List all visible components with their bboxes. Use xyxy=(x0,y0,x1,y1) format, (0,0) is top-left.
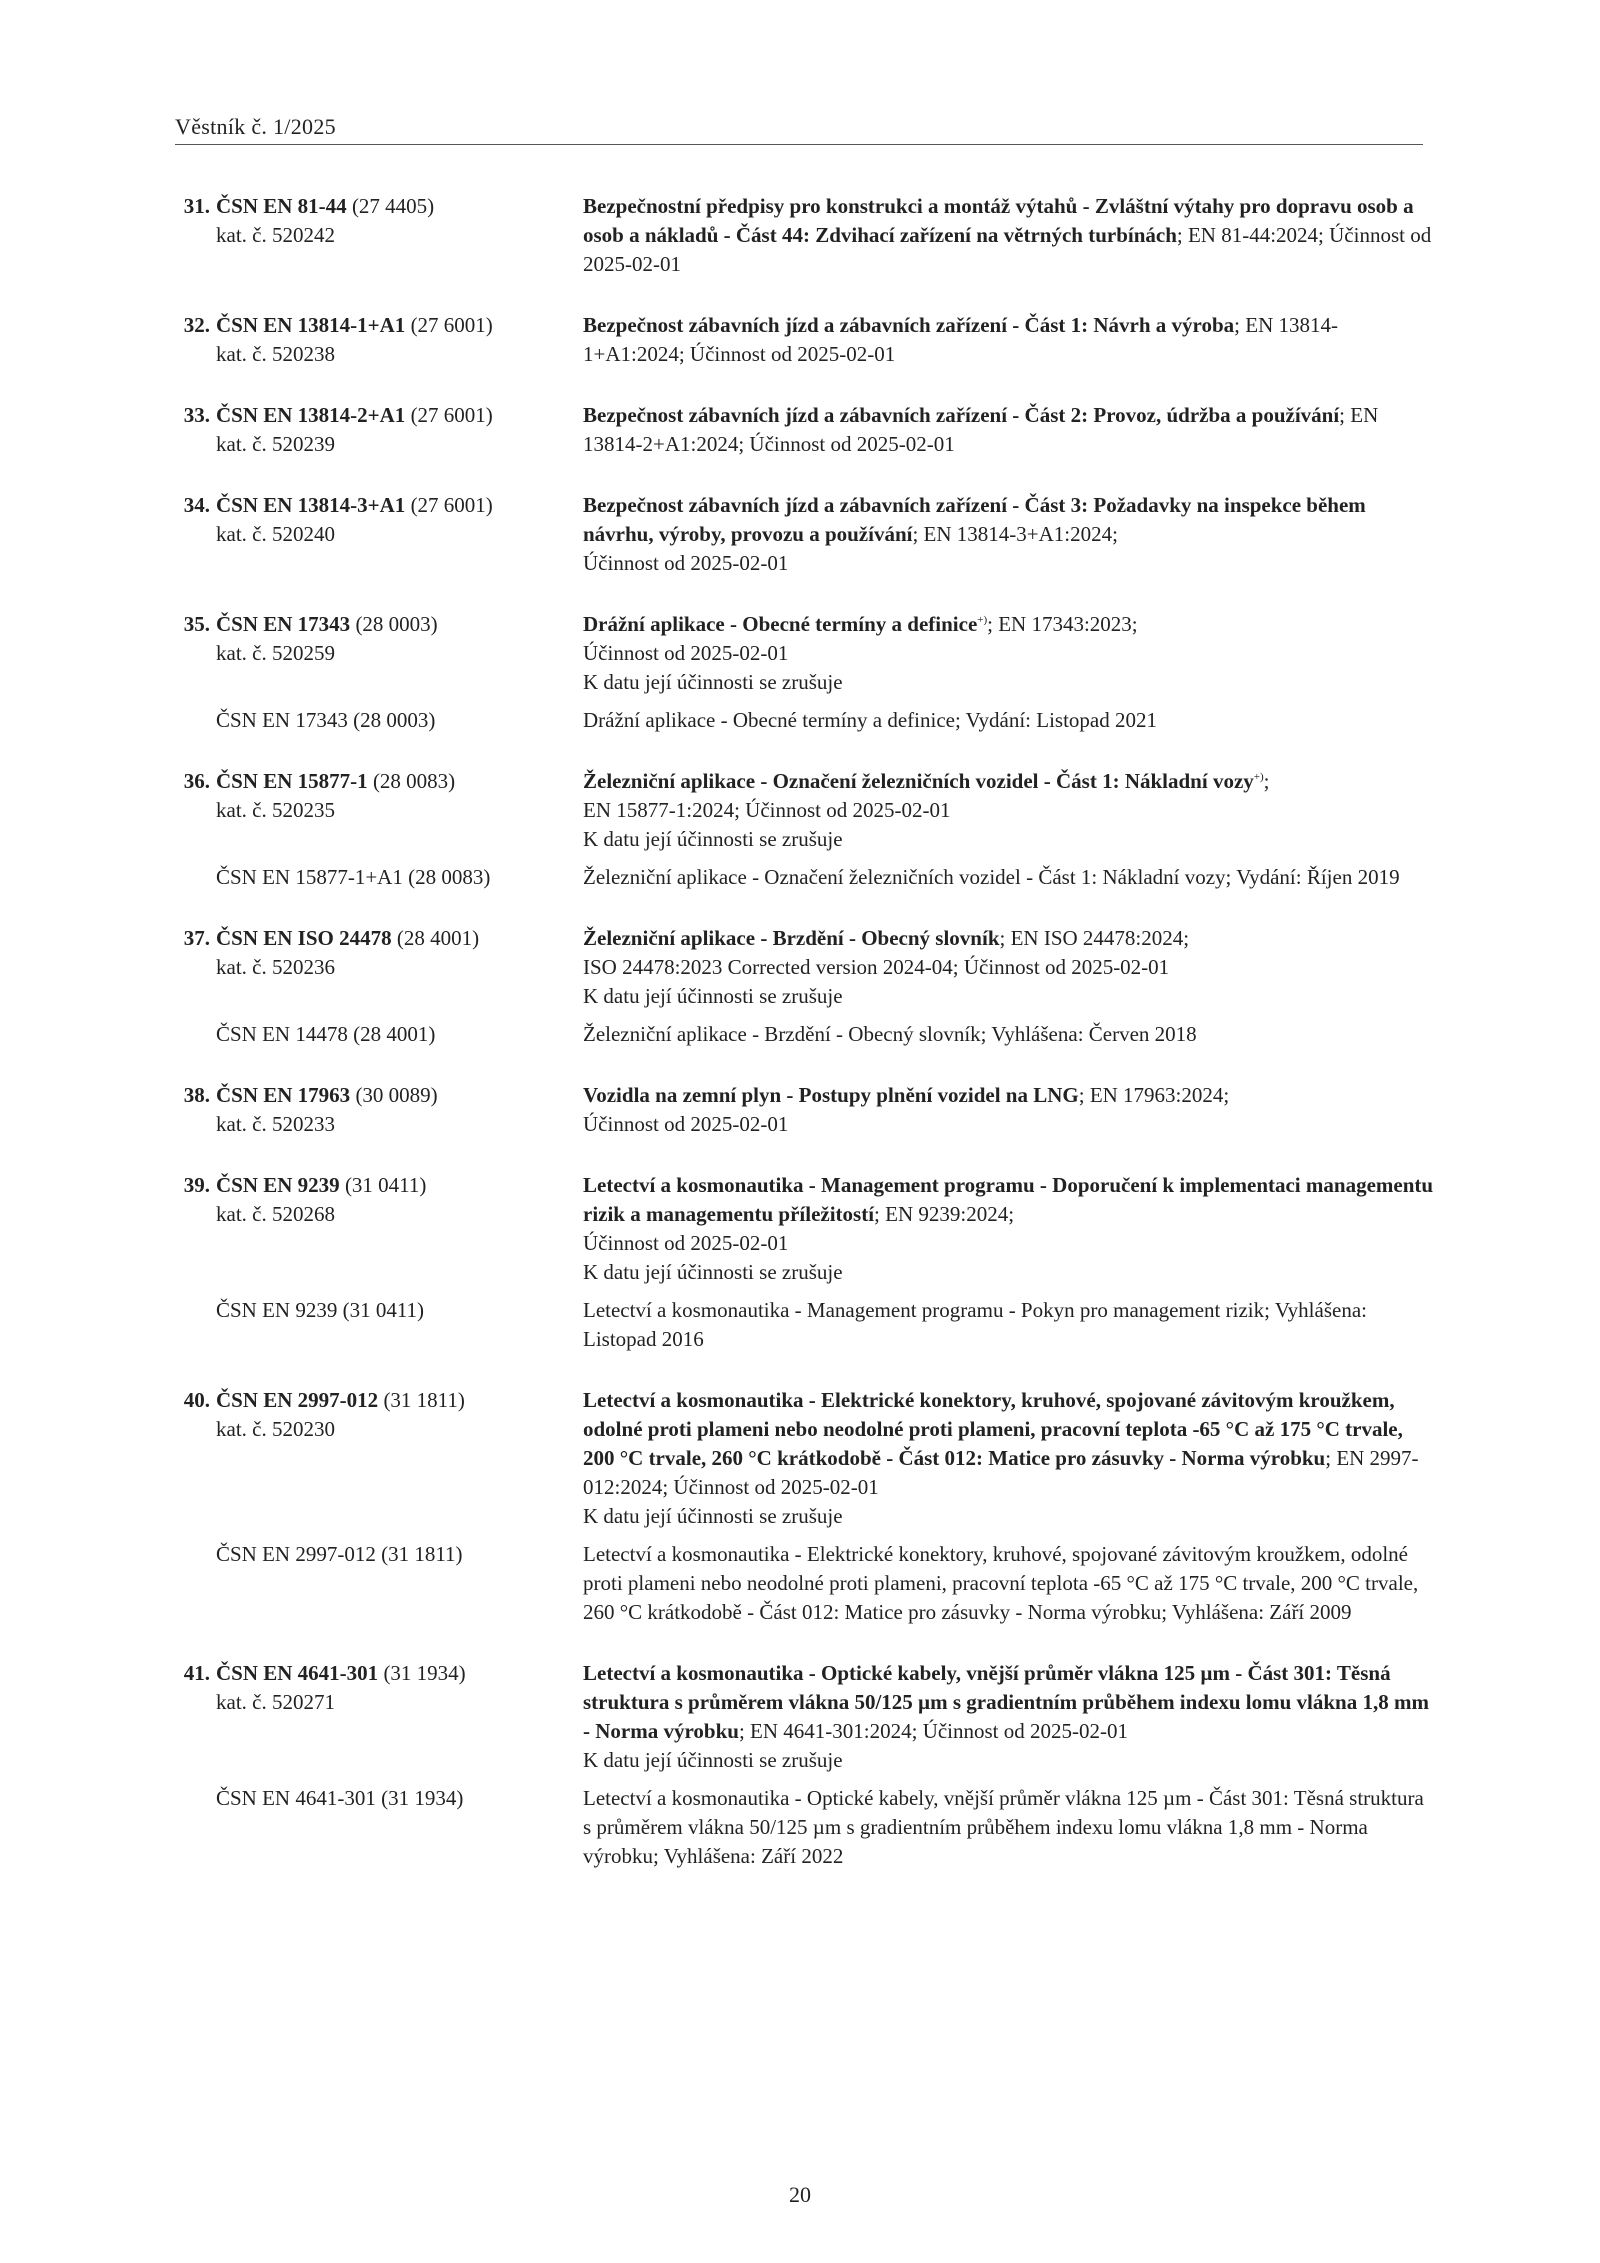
entry-number: 40. xyxy=(183,1388,210,1412)
cancellation-note: K datu její účinnosti se zrušuje xyxy=(583,1748,843,1772)
standard-entry-32 xyxy=(175,311,1437,369)
replaced-standard-code: ČSN EN 14478 (28 4001) xyxy=(216,1022,436,1046)
catalog-number: kat. č. 520235 xyxy=(216,798,335,822)
standard-details: ; EN ISO 24478:2024; xyxy=(999,926,1190,950)
catalog-number: kat. č. 520259 xyxy=(216,641,335,665)
entry-number: 39. xyxy=(183,1173,210,1197)
footnote-marker: +) xyxy=(1253,771,1264,783)
standard-title: Železniční aplikace - Označení železničních vozidel - Část 1: Nákladní vozy xyxy=(583,769,1254,793)
replaced-standard-text: Letectví a kosmonautika - Optické kabely, vnější průměr vlákna 125 µm - Část 301: Těsná struktura s průměrem vlákna 50/125 µm s gradientním průběhem indexu lomu vlákna 1,8 mm - Norma výrobku; Vyhlášena: Září 2022 xyxy=(583,1786,1424,1868)
standard-code: ČSN EN 81-44 xyxy=(216,194,347,218)
classification-code: (31 0411) xyxy=(344,1173,427,1197)
cancellation-note: K datu její účinnosti se zrušuje xyxy=(583,827,843,851)
entry-number: 31. xyxy=(183,194,210,218)
standard-title: Bezpečnost zábavních jízd a zábavních zařízení - Část 2: Provoz, údržba a používání xyxy=(583,403,1340,427)
catalog-number: kat. č. 520271 xyxy=(216,1690,335,1714)
effective-date: Účinnost od 2025-02-01 xyxy=(583,1112,789,1136)
effective-date: EN 15877-1:2024; Účinnost od 2025-02-01 xyxy=(583,798,951,822)
entry-number: 38. xyxy=(183,1083,210,1107)
classification-code: (30 0089) xyxy=(355,1083,438,1107)
standard-details: ; EN 9239:2024; xyxy=(874,1202,1015,1226)
standard-entry-39 xyxy=(175,1171,1437,1354)
standards-list xyxy=(175,192,1437,1903)
standard-entry-31 xyxy=(175,192,1437,279)
standard-title: Vozidla na zemní plyn - Postupy plnění vozidel na LNG xyxy=(583,1083,1079,1107)
standard-code: ČSN EN 13814-3+A1 xyxy=(216,493,406,517)
classification-code: (27 6001) xyxy=(410,493,493,517)
replaced-standard-code: ČSN EN 15877-1+A1 (28 0083) xyxy=(216,865,491,889)
standard-code: ČSN EN 15877-1 xyxy=(216,769,368,793)
effective-date: Účinnost od 2025-02-01 xyxy=(583,551,789,575)
replaced-standard-text: Železniční aplikace - Brzdění - Obecný slovník; Vyhlášena: Červen 2018 xyxy=(583,1022,1197,1046)
cancellation-note: K datu její účinnosti se zrušuje xyxy=(583,670,843,694)
cancellation-note: K datu její účinnosti se zrušuje xyxy=(583,984,843,1008)
classification-code: (27 6001) xyxy=(410,313,493,337)
standard-entry-41 xyxy=(175,1659,1437,1871)
standard-details: ; EN 17963:2024; xyxy=(1078,1083,1230,1107)
standard-title: Bezpečnost zábavních jízd a zábavních zařízení - Část 3: Požadavky na inspekce během návrhu, výroby, provozu a používání xyxy=(583,493,1366,546)
standard-details: ; EN 13814-2+A1:2024; Účinnost od 2025-02-01 xyxy=(583,403,1379,456)
classification-code: (27 6001) xyxy=(410,403,493,427)
effective-date: Účinnost od 2025-02-01 xyxy=(583,1231,789,1255)
standard-entry-36 xyxy=(175,767,1437,892)
standard-entry-33 xyxy=(175,401,1437,459)
standard-title: Železniční aplikace - Brzdění - Obecný slovník xyxy=(583,926,1000,950)
catalog-number: kat. č. 520268 xyxy=(216,1202,335,1226)
classification-code: (27 4405) xyxy=(351,194,435,218)
standard-details: ; EN 17343:2023; xyxy=(987,612,1138,636)
classification-code: (31 1934) xyxy=(383,1661,466,1685)
replaced-standard-code: ČSN EN 4641-301 (31 1934) xyxy=(216,1786,464,1810)
standard-entry-38 xyxy=(175,1081,1437,1139)
entry-number: 35. xyxy=(183,612,210,636)
standard-title: Bezpečnost zábavních jízd a zábavních zařízení - Část 1: Návrh a výroba xyxy=(583,313,1235,337)
page-number: 20 xyxy=(789,2182,811,2207)
catalog-number: kat. č. 520233 xyxy=(216,1112,335,1136)
standard-entry-37 xyxy=(175,924,1437,1049)
standard-code: ČSN EN 17343 xyxy=(216,612,351,636)
catalog-number: kat. č. 520230 xyxy=(216,1417,335,1441)
standard-details: ; EN 13814-1+A1:2024; Účinnost od 2025-02-01 xyxy=(583,313,1338,366)
standard-title: Drážní aplikace - Obecné termíny a definice xyxy=(583,612,978,636)
replaced-standard-text: Letectví a kosmonautika - Management programu - Pokyn pro management rizik; Vyhlášena: Listopad 2016 xyxy=(583,1298,1367,1351)
standard-code: ČSN EN 2997-012 xyxy=(216,1388,379,1412)
classification-code: (31 1811) xyxy=(383,1388,465,1412)
standard-code: ČSN EN 17963 xyxy=(216,1083,351,1107)
catalog-number: kat. č. 520239 xyxy=(216,432,335,456)
replaced-standard-text: Letectví a kosmonautika - Elektrické konektory, kruhové, spojované závitovým kroužkem, odolné proti plameni nebo neodolné proti plameni, pracovní teplota -65 °C až 175 °C trvale, 200 °C trvale, 260 °C krátkodobě - Část 012: Matice pro zásuvky - Norma výrobku; Vyhlášena: Září 2009 xyxy=(583,1542,1419,1624)
standard-title: Bezpečnostní předpisy pro konstrukci a montáž výtahů - Zvláštní výtahy pro dopravu osob a osob a nákladů - Část 44: Zdvihací zařízení na větrných turbínách xyxy=(583,194,1414,247)
standard-entry-40 xyxy=(175,1386,1437,1627)
standard-code: ČSN EN 13814-2+A1 xyxy=(216,403,406,427)
standard-code: ČSN EN 13814-1+A1 xyxy=(216,313,406,337)
standard-details: ; EN 4641-301:2024; Účinnost od 2025-02-01 xyxy=(738,1719,1129,1743)
entry-number: 32. xyxy=(183,313,210,337)
classification-code: (28 4001) xyxy=(396,926,480,950)
standard-entry-34 xyxy=(175,491,1437,578)
catalog-number: kat. č. 520238 xyxy=(216,342,335,366)
replaced-standard-code: ČSN EN 9239 (31 0411) xyxy=(216,1298,425,1322)
standard-entry-35 xyxy=(175,610,1437,735)
standard-title: Letectví a kosmonautika - Elektrické konektory, kruhové, spojované závitovým kroužkem, odolné proti plameni nebo neodolné proti plameni, pracovní teplota -65 °C až 175 °C trvale, 200 °C trvale, 260 °C krátkodobě - Část 012: Matice pro zásuvky - Norma výrobku xyxy=(583,1388,1403,1470)
standard-details: ; xyxy=(1263,769,1270,793)
replaced-standard-text: Drážní aplikace - Obecné termíny a definice; Vydání: Listopad 2021 xyxy=(583,708,1157,732)
entry-number: 34. xyxy=(183,493,210,517)
replaced-standard-code: ČSN EN 17343 (28 0003) xyxy=(216,708,436,732)
entry-number: 37. xyxy=(183,926,210,950)
entry-number: 36. xyxy=(183,769,210,793)
standard-code: ČSN EN 9239 xyxy=(216,1173,340,1197)
catalog-number: kat. č. 520240 xyxy=(216,522,335,546)
replaced-standard-code: ČSN EN 2997-012 (31 1811) xyxy=(216,1542,463,1566)
standard-code: ČSN EN ISO 24478 xyxy=(216,926,392,950)
standard-title: Letectví a kosmonautika - Management programu - Doporučení k implementaci managementu rizik a managementu příležitostí xyxy=(583,1173,1434,1226)
standard-details: ; EN 81-44:2024; Účinnost od 2025-02-01 xyxy=(583,223,1432,276)
effective-date: ISO 24478:2023 Corrected version 2024-04; Účinnost od 2025-02-01 xyxy=(583,955,1170,979)
entry-number: 33. xyxy=(183,403,210,427)
standard-code: ČSN EN 4641-301 xyxy=(216,1661,379,1685)
cancellation-note: K datu její účinnosti se zrušuje xyxy=(583,1260,843,1284)
standard-details: ; EN 13814-3+A1:2024; xyxy=(912,522,1118,546)
classification-code: (28 0003) xyxy=(355,612,438,636)
page-header: Věstník č. 1/2025 xyxy=(175,112,1423,145)
effective-date: Účinnost od 2025-02-01 xyxy=(583,641,789,665)
classification-code: (28 0083) xyxy=(372,769,456,793)
standard-title: Letectví a kosmonautika - Optické kabely, vnější průměr vlákna 125 µm - Část 301: Těsná struktura s průměrem vlákna 50/125 µm s gradientním průběhem indexu lomu vlákna 1,8 mm - Norma výrobku xyxy=(583,1661,1429,1743)
standard-details: ; EN 2997-012:2024; Účinnost od 2025-02-01 xyxy=(583,1446,1419,1499)
entry-number: 41. xyxy=(183,1661,210,1685)
replaced-standard-text: Železniční aplikace - Označení železničních vozidel - Část 1: Nákladní vozy; Vydání: Říjen 2019 xyxy=(583,865,1400,889)
footnote-marker: +) xyxy=(977,614,988,626)
catalog-number: kat. č. 520242 xyxy=(216,223,335,247)
catalog-number: kat. č. 520236 xyxy=(216,955,335,979)
cancellation-note: K datu její účinnosti se zrušuje xyxy=(583,1504,843,1528)
